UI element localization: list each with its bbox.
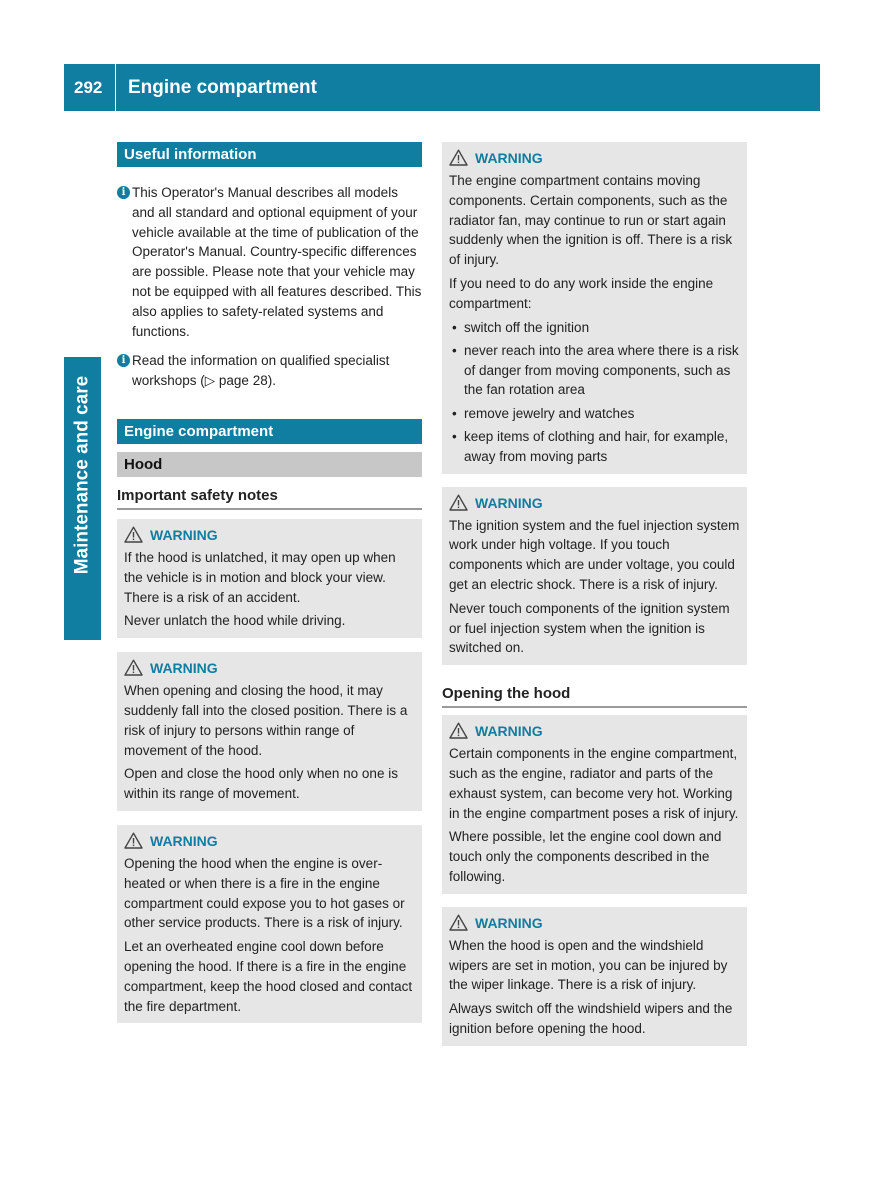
- heading-important-safety-notes: Important safety notes: [117, 487, 422, 510]
- list-item: [449, 427, 740, 467]
- warning-label: WARNING: [475, 723, 543, 740]
- warning-header: [124, 657, 415, 679]
- warning-triangle-icon: [124, 526, 143, 543]
- section-heading-useful-information: Useful information: [117, 142, 422, 167]
- list-item-text: switch off the ignition: [464, 319, 590, 335]
- bullet-icon: •: [452, 405, 457, 421]
- list-item: [449, 341, 740, 400]
- warning-text: Where possible, let the engine cool down and touch only the components described in the following.: [449, 829, 722, 885]
- warning-text: The ignition system and the fuel injection system work under high voltage. If you touch components which are under voltage, you could get an electric shock. There is a risk of injury.: [449, 517, 740, 593]
- warning-text: If the hood is unlatched, it may open up when the vehicle is in motion and block your view. There is a risk of an accident.: [124, 549, 396, 605]
- warning-text: Certain components in the engine compartment, such as the engine, radiator and parts of the exhaust system, can become very hot. Working in the engine compartment poses a risk of injury.: [449, 746, 739, 821]
- warning-box: [117, 825, 422, 1023]
- list-item-text: never reach into the area where there is a risk of danger from moving components, such as the fan rotation area: [464, 342, 739, 398]
- bullet-icon: •: [452, 319, 457, 335]
- warning-box: [117, 652, 422, 811]
- warning-box: [442, 487, 747, 666]
- warning-triangle-icon: [124, 659, 143, 676]
- list-item: [449, 318, 740, 338]
- bullet-list: [449, 318, 740, 467]
- warning-text: Open and close the hood only when no one is within its range of movement.: [124, 766, 398, 802]
- page-number: 292: [64, 64, 116, 111]
- warning-label: WARNING: [150, 660, 218, 677]
- side-tab-text-wrap: [64, 357, 101, 593]
- warning-header: [124, 524, 415, 546]
- warning-text: The engine compartment contains moving components. Certain components, such as the radiator fan, may continue to run or start again suddenly when the ignition is off. There is a risk of injury.: [449, 173, 733, 268]
- info-text: This Operator's Manual describes all models and all standard and optional equipment of your vehicle available at the time of publication of the Operator's Manual. Country-specific differences are possible. Please note that your vehicle may not be equipped with all features described. This also applies to safety-related systems and functions.: [132, 185, 422, 339]
- warning-box: [117, 519, 422, 638]
- info-text: Read the information on qualified specialist workshops (▷ page 28).: [132, 353, 390, 389]
- side-tab-label: Maintenance and care: [71, 375, 93, 575]
- warning-box: [442, 715, 747, 894]
- warning-box: [442, 142, 747, 474]
- info-icon: i: [117, 354, 130, 367]
- bullet-icon: •: [452, 429, 457, 445]
- warning-text: Opening the hood when the engine is overheated or when there is a fire in the engine compartment could expose you to hot gases or other service products. There is a risk of injury.: [124, 855, 405, 931]
- list-item: [449, 404, 740, 424]
- warning-header: [124, 830, 415, 852]
- warning-text: Let an overheated engine cool down before opening the hood. If there is a fire in the engine compartment, keep the hood closed and contact the fire department.: [124, 939, 413, 1014]
- list-item-text: remove jewelry and watches: [464, 405, 635, 421]
- warning-label: WARNING: [475, 494, 543, 511]
- warning-label: WARNING: [150, 526, 218, 543]
- warning-text: Always switch off the windshield wipers and the ignition before opening the hood.: [449, 1001, 733, 1036]
- warning-label: WARNING: [475, 914, 543, 931]
- heading-opening-the-hood: Opening the hood: [442, 685, 747, 708]
- warning-triangle-icon: [449, 914, 468, 931]
- section-heading-engine-compartment: Engine compartment: [117, 419, 422, 444]
- warning-header: [449, 912, 740, 934]
- warning-text: If you need to do any work inside the engine compartment:: [449, 275, 714, 311]
- list-item-text: keep items of clothing and hair, for example, away from moving parts: [464, 429, 729, 464]
- warning-header: [449, 147, 740, 169]
- chapter-title: Engine compartment: [128, 77, 317, 98]
- info-icon: i: [117, 186, 130, 199]
- warning-triangle-icon: [449, 149, 468, 166]
- warning-label: WARNING: [475, 150, 543, 166]
- warning-header: [449, 492, 740, 514]
- warning-header: [449, 720, 740, 742]
- info-note: [117, 351, 422, 391]
- bullet-icon: •: [452, 342, 457, 358]
- warning-label: WARNING: [150, 832, 218, 849]
- warning-box: [442, 907, 747, 1046]
- warning-triangle-icon: [449, 494, 468, 511]
- warning-triangle-icon: [449, 722, 468, 739]
- warning-triangle-icon: [124, 832, 143, 849]
- left-column: [117, 142, 422, 1023]
- info-note: [117, 183, 422, 341]
- warning-text: When the hood is open and the windshield wipers are set in motion, you can be injured by the wiper linkage. There is a risk of injury.: [449, 937, 728, 993]
- page-header: [64, 64, 820, 111]
- subsection-heading-hood: Hood: [117, 452, 422, 477]
- right-column: [442, 142, 747, 1046]
- warning-text: Never touch components of the ignition system or fuel injection system when the ignition is switched on.: [449, 600, 730, 656]
- warning-text: Never unlatch the hood while driving.: [124, 613, 346, 629]
- warning-text: When opening and closing the hood, it may suddenly fall into the closed position. There is a risk of injury to persons within range of movement of the hood.: [124, 683, 408, 758]
